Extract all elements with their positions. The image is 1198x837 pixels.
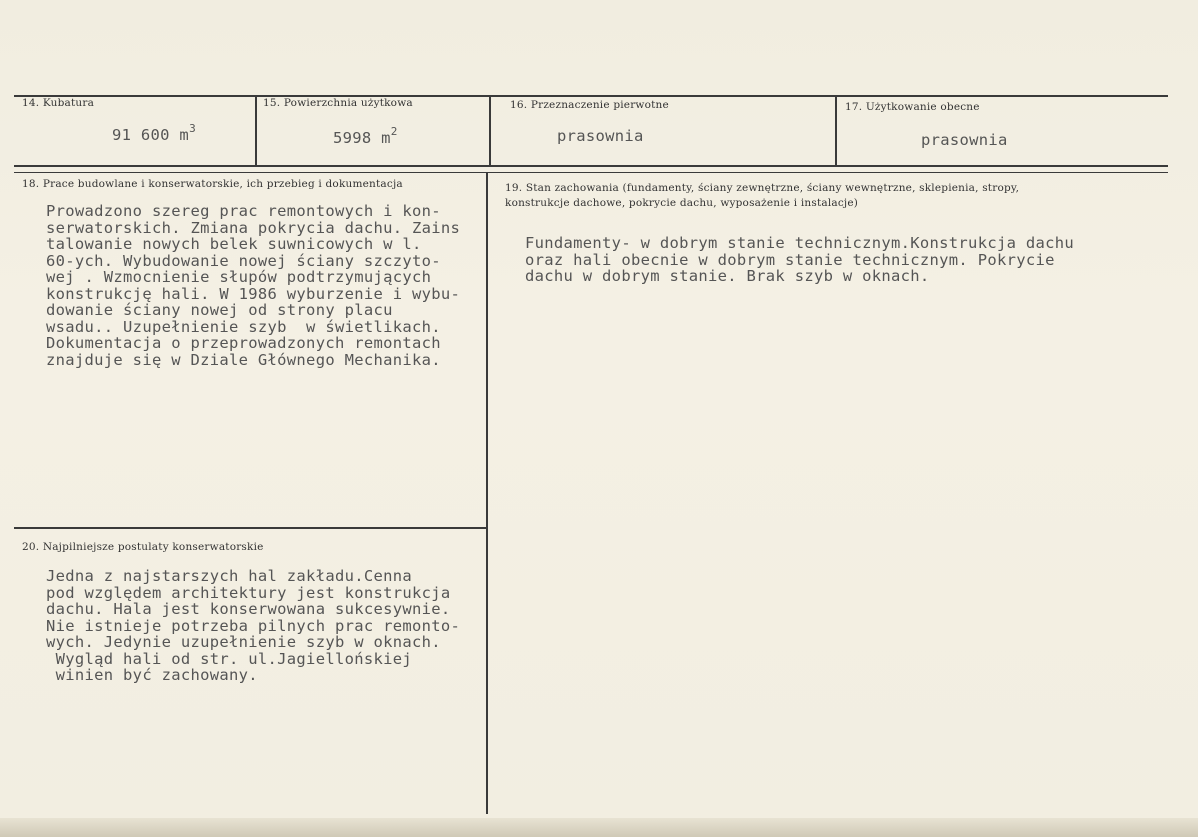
field-20-line: Nie istnieje potrzeba pilnych prac remonto- (46, 616, 461, 635)
field-19-label-line1: 19. Stan zachowania (fundamenty, ściany zewnętrzne, ściany wewnętrzne, sklepienia, stropy, (505, 182, 1020, 194)
field-14-value (112, 121, 196, 144)
field-18-line: talowanie nowych belek suwnicowych w l. (46, 235, 422, 253)
field-18-label: 18. Prace budowlane i konserwatorskie, ich przebieg i dokumentacja (22, 178, 403, 190)
field-19-text (525, 235, 1074, 285)
divider-16-17 (835, 95, 837, 166)
field-20-line: winien być zachowany. (46, 666, 258, 684)
field-20-line: Wygląd hali od str. ul.Jagiellońskiej (46, 649, 413, 668)
field-19-label-line2: konstrukcje dachowe, pokrycie dachu, wyposażenie i instalacje) (505, 197, 859, 209)
field-15-number: 5998 m (333, 129, 391, 147)
field-15-unit-sup: 2 (390, 125, 398, 138)
field-16-label: 16. Przeznaczenie pierwotne (510, 99, 669, 111)
field-18-text (46, 203, 460, 368)
field-17-value: prasownia (921, 131, 1008, 149)
top-rule (14, 95, 1168, 97)
field-14-label: 14. Kubatura (22, 97, 95, 109)
card-bottom-edge (0, 818, 1198, 837)
field-18-line: wsadu.. Uzupełnienie szyb w świetlikach. (46, 317, 441, 336)
field-15-value (333, 124, 398, 147)
field-17-label: 17. Użytkowanie obecne (845, 101, 980, 113)
field-19-line: Fundamenty- w dobrym stanie technicznym.Konstrukcja dachu (525, 234, 1075, 252)
divider-15-16 (489, 95, 491, 166)
field-15-label: 15. Powierzchnia użytkowa (263, 97, 413, 109)
field-20-line: dachu. Hala jest konserwowana sukcesywnie. (46, 600, 451, 618)
field-20-line: wych. Jedynie uzupełnienie szyb w oknach. (46, 633, 441, 651)
field-18-line: serwatorskich. Zmiana pokrycia dachu. Zains (46, 218, 461, 237)
field-16-value: prasownia (557, 127, 644, 145)
field-14-unit-sup: 3 (189, 122, 196, 135)
field-20-line: pod względem architektury jest konstrukcja (46, 583, 451, 602)
field-14-number: 91 600 m (112, 126, 190, 144)
field-20-line: Jedna z najstarszych hal zakładu.Cenna (46, 567, 413, 585)
divider-18-20 (14, 527, 486, 529)
field-18-line: konstrukcję hali. W 1986 wyburzenie i wybu- (46, 284, 461, 303)
field-19-line: dachu w dobrym stanie. Brak szyb w oknach. (525, 267, 930, 285)
divider-14-15 (255, 95, 257, 166)
field-18-line: 60-ych. Wybudowanie nowej ściany szczyto- (46, 251, 441, 270)
row2-top-rule (14, 172, 1168, 173)
field-18-line: Dokumentacja o przeprowadzonych remontach (46, 334, 441, 352)
field-18-line: Prowadzono szereg prac remontowych i kon- (46, 202, 441, 220)
main-vertical-divider (486, 172, 488, 814)
field-19-line: oraz hali obecnie w dobrym stanie technicznym. Pokrycie (525, 250, 1055, 269)
field-18-line: znajduje się w Dziale Głównego Mechanika. (46, 350, 441, 369)
field-20-text (46, 568, 460, 684)
field-18-line: wej . Wzmocnienie słupów podtrzymujących (46, 268, 432, 286)
row1-bottom-rule (14, 165, 1168, 167)
field-18-line: dowanie ściany nowej od strony placu (46, 301, 393, 319)
field-20-label: 20. Najpilniejsze postulaty konserwatorskie (22, 541, 264, 553)
